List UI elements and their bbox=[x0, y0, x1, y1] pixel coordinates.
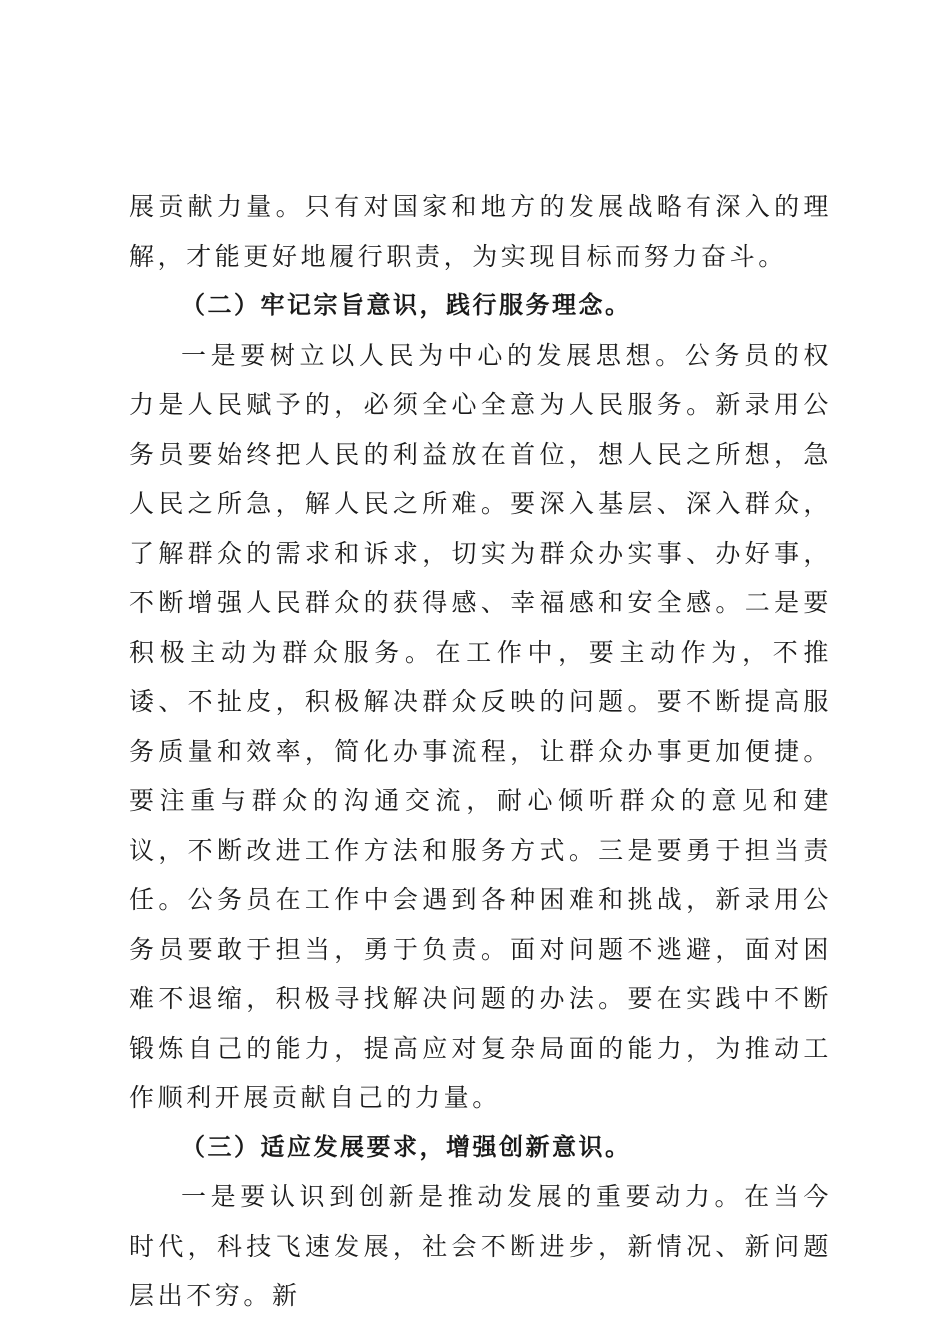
section-heading-3: （三）适应发展要求，增强创新意识。 bbox=[181, 1132, 632, 1161]
section-heading-2: （二）牢记宗旨意识，践行服务理念。 bbox=[181, 291, 632, 319]
paragraph-continued: 展贡献力量。只有对国家和地方的发展战略有深入的理解，才能更好地履行职责，为实现目标而努力奋斗。 bbox=[129, 192, 832, 271]
paragraph-service: 一是要树立以人民为中心的发展思想。公务员的权力是人民赋予的，必须全心全意为人民服务。新录用公务员要始终把人民的利益放在首位，想人民之所想，急人民之所急，解人民之所难。要深入基层、深入群众，了解群众的需求和诉求，切实为群众办实事、办好事，不断增强人民群众的获得感、幸福感和安全感。二是要积极主动为群众服务。在工作中，要主动作为，不推诿、不扯皮，积极解决群众反映的问题。要不断提高服务质量和效率，简化办事流程，让群众办事更加便捷。要注重与群众的沟通交流，耐心倾听群众的意见和建议，不断改进工作方法和服务方式。三是要勇于担当责任。公务员在工作中会遇到各种困难和挑战，新录用公务员要敢于担当，勇于负责。面对问题不逃避，面对困难不退缩，积极寻找解决问题的办法。要在实践中不断锻炼自己的能力，提高应对复杂局面的能力，为推动工作顺利开展贡献自己的力量。 bbox=[129, 340, 832, 1112]
paragraph-innovation: 一是要认识到创新是推动发展的重要动力。在当今时代，科技飞速发展，社会不断进步，新情况、新问题层出不穷。新 bbox=[129, 1182, 832, 1310]
document-body bbox=[129, 182, 832, 1321]
